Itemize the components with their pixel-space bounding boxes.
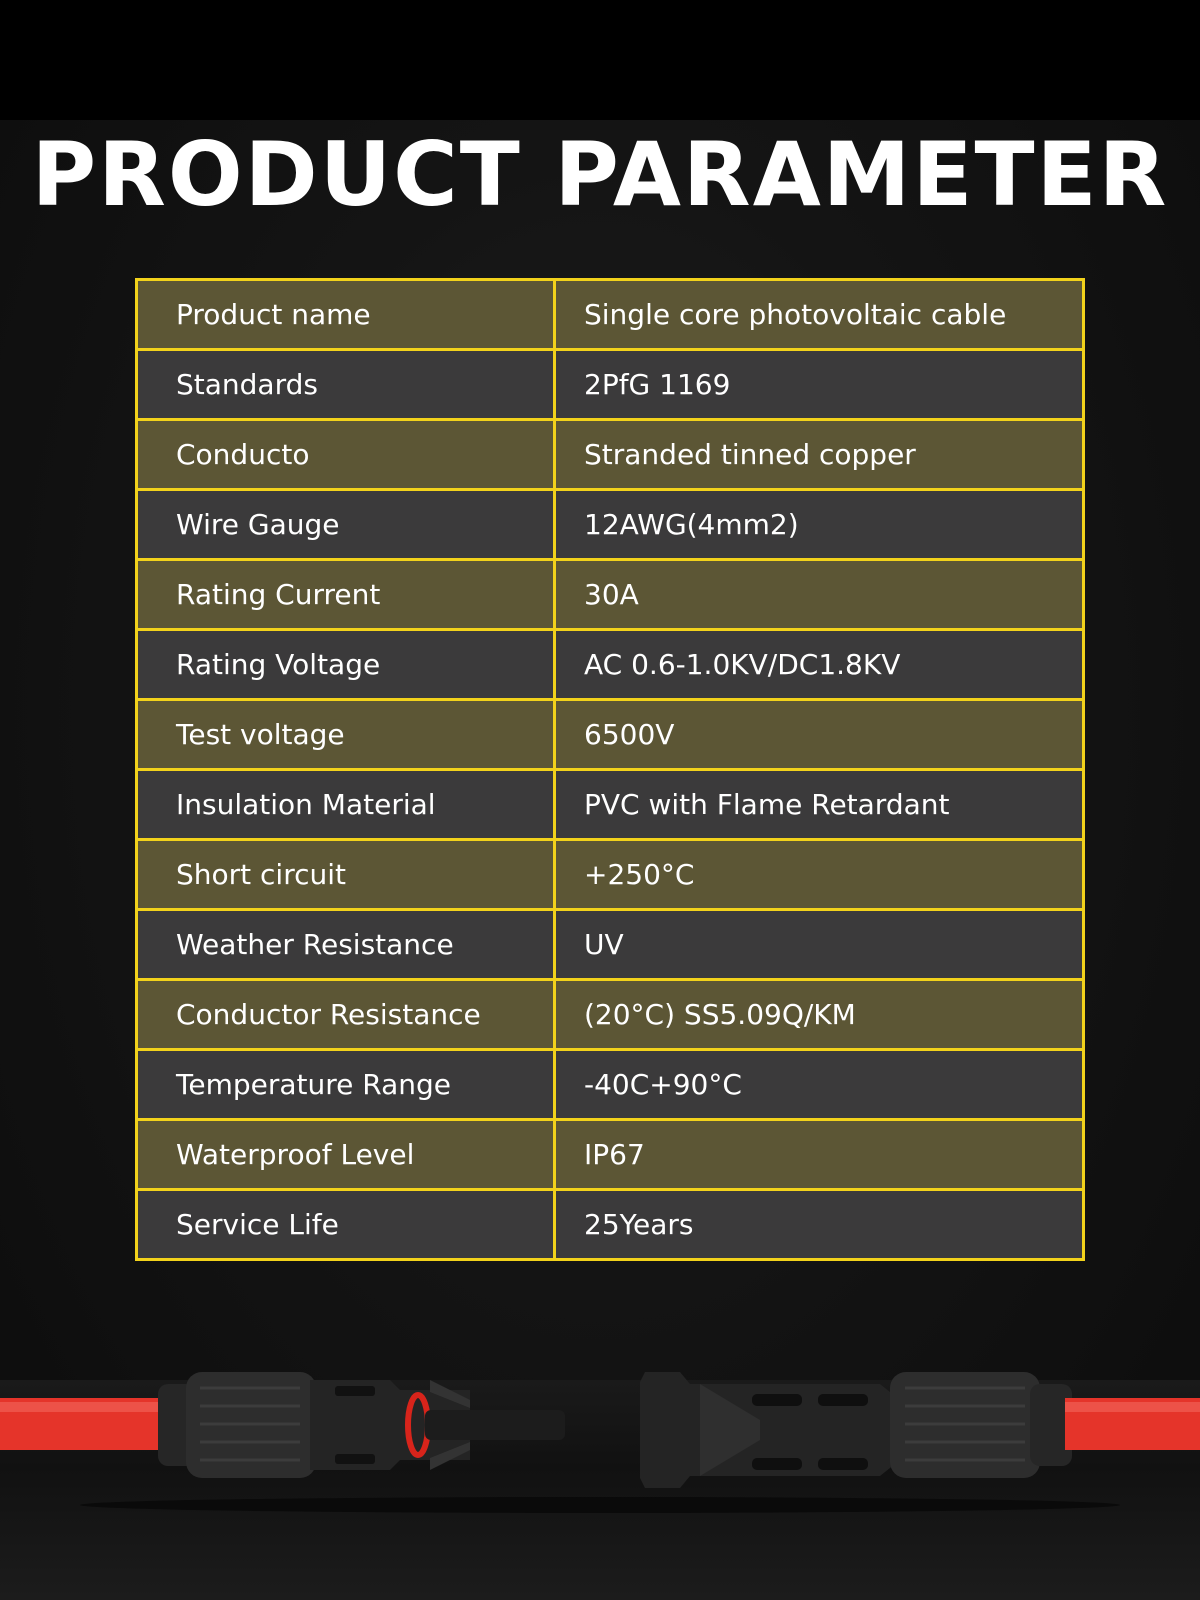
right-connector-body xyxy=(640,1372,900,1488)
parameter-label: Test voltage xyxy=(137,700,555,770)
connector-illustration xyxy=(0,1360,1200,1520)
page-title: PRODUCT PARAMETER xyxy=(31,123,1169,226)
table-row xyxy=(137,910,1084,980)
parameter-label: Standards xyxy=(137,350,555,420)
parameter-value: Stranded tinned copper xyxy=(555,420,1084,490)
parameter-value: +250°C xyxy=(555,840,1084,910)
parameter-value: (20°C) SS5.09Q/KM xyxy=(555,980,1084,1050)
parameter-value: 30A xyxy=(555,560,1084,630)
table-row xyxy=(137,280,1084,350)
parameter-value: UV xyxy=(555,910,1084,980)
parameter-label: Conducto xyxy=(137,420,555,490)
parameter-table xyxy=(135,278,1085,1261)
table-row xyxy=(137,560,1084,630)
parameter-label: Product name xyxy=(137,280,555,350)
table-row xyxy=(137,630,1084,700)
parameter-value: AC 0.6-1.0KV/DC1.8KV xyxy=(555,630,1084,700)
table-row xyxy=(137,1120,1084,1190)
parameter-label: Waterproof Level xyxy=(137,1120,555,1190)
table-row xyxy=(137,980,1084,1050)
parameter-label: Temperature Range xyxy=(137,1050,555,1120)
table-row xyxy=(137,490,1084,560)
parameter-label: Weather Resistance xyxy=(137,910,555,980)
parameter-value: 2PfG 1169 xyxy=(555,350,1084,420)
parameter-label: Conductor Resistance xyxy=(137,980,555,1050)
parameter-value: PVC with Flame Retardant xyxy=(555,770,1084,840)
table-row xyxy=(137,700,1084,770)
parameter-label: Rating Voltage xyxy=(137,630,555,700)
table-row xyxy=(137,840,1084,910)
parameter-label: Rating Current xyxy=(137,560,555,630)
parameter-value: IP67 xyxy=(555,1120,1084,1190)
parameter-label: Wire Gauge xyxy=(137,490,555,560)
table-row xyxy=(137,350,1084,420)
parameter-value: Single core photovoltaic cable xyxy=(555,280,1084,350)
parameter-value: 25Years xyxy=(555,1190,1084,1260)
top-black-bar xyxy=(0,0,1200,120)
table-row xyxy=(137,1050,1084,1120)
table-row xyxy=(137,1190,1084,1260)
table-row xyxy=(137,420,1084,490)
left-connector-pin xyxy=(425,1410,565,1440)
parameter-label: Short circuit xyxy=(137,840,555,910)
parameter-value: 12AWG(4mm2) xyxy=(555,490,1084,560)
parameter-label: Service Life xyxy=(137,1190,555,1260)
parameter-label: Insulation Material xyxy=(137,770,555,840)
parameter-value: -40C+90°C xyxy=(555,1050,1084,1120)
parameter-value: 6500V xyxy=(555,700,1084,770)
table-row xyxy=(137,770,1084,840)
